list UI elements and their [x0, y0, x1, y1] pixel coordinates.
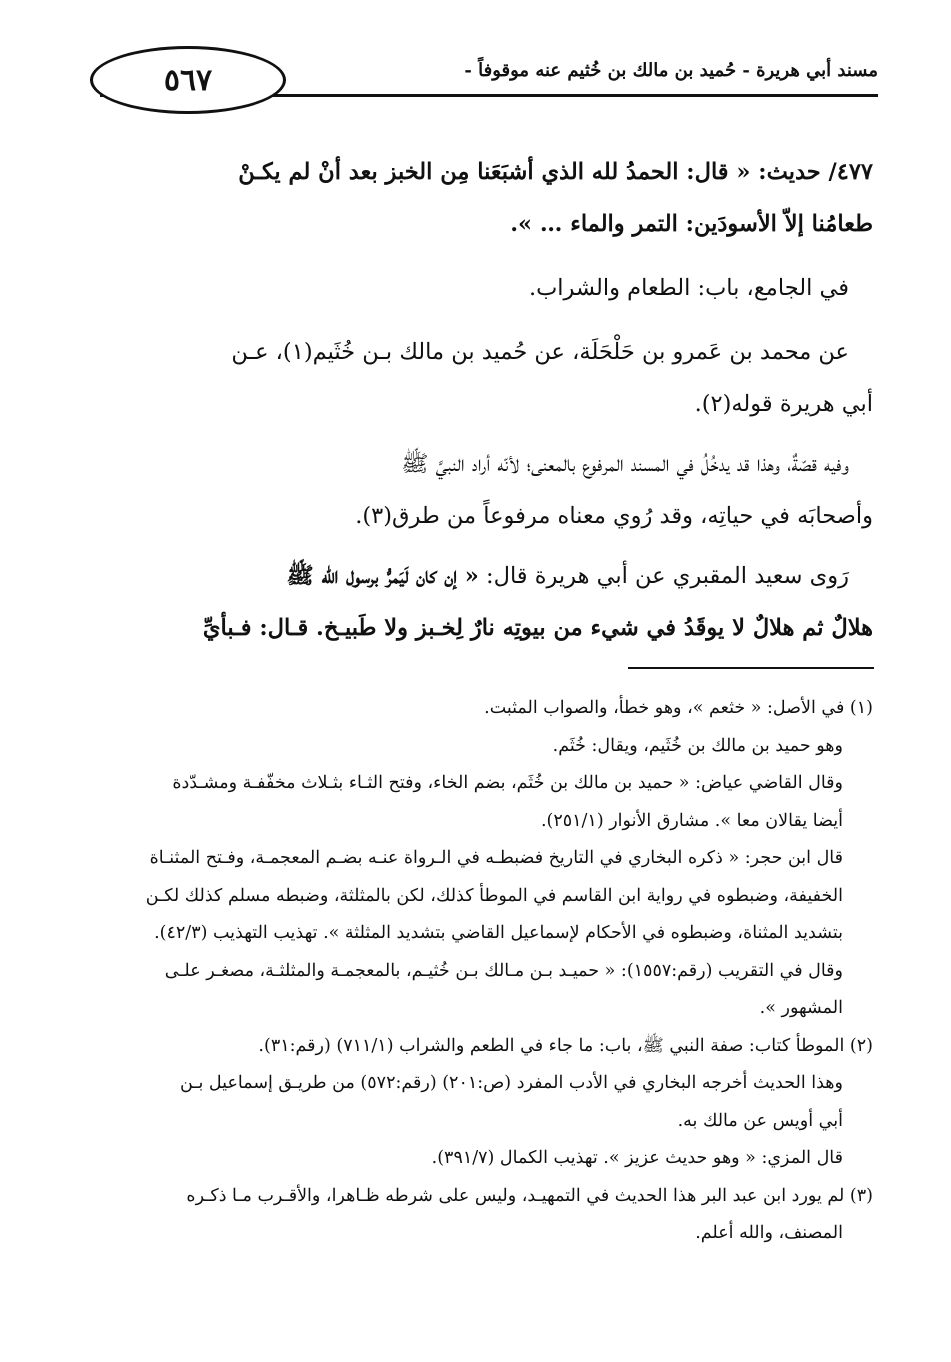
footnote-separator	[628, 667, 874, 669]
source-paragraph	[95, 262, 873, 314]
footnote-1-line-9: المشهور ».	[759, 998, 843, 1018]
footnote-3-line-2: المصنف، والله أعلم.	[695, 1223, 843, 1243]
footnote-1-line-3: وقال القاضي عياض: « حميد بن مالك بن خُثَم، بضم الخاء، وفتح الثـاء بثـلاث مخفّفـة ومشـدّدة	[172, 773, 843, 793]
narration-line-2: هلالٌ ثم هلالٌ لا يوقَدُ في شيء من بيوتِه نارٌ لِخـبز ولا طَبيـخ. قـال: فـبأيِّ	[202, 615, 873, 641]
commentary-line-2: وأصحابَه في حياتِه، وقد رُوي معناه مرفوعاً من طرق(٣).	[355, 503, 873, 529]
commentary-line-1: وفيه قصّةٌ، وهذا قد يدخُلُ في المسند المرفوع بالمعنى؛ لأنّه أراد النبيَّ ﷺ	[401, 451, 849, 477]
footnote-1-line-7: بتشديد المثناة، وضبطوه في الأحكام لإسماعيل القاضي بتشديد المثلثة ». تهذيب التهذيب (٤٢/٣).	[154, 923, 843, 943]
page-number: ٥٦٧	[163, 62, 213, 98]
footnote-2-line-4: قال المزي: « وهو حديث عزيز ». تهذيب الكمال (٣٩١/٧).	[431, 1148, 843, 1168]
footnote-1-line-4: أيضا يقالان معا ». مشارق الأنوار (٢٥١/١).	[540, 810, 843, 831]
hadith-line-1	[95, 146, 873, 198]
hadith-line-2: طعامُنا إلاّ الأسودَين: التمر والماء … ».	[510, 211, 873, 237]
page-number-oval	[90, 46, 286, 114]
footnote-1-line-2: وهو حميد بن مالك بن خُثَيم، ويقال: خُثَم.	[552, 735, 843, 756]
footnote-1-line-1: (١) في الأصل: « خثعم »، وهو خطأ، والصواب المثبت.	[484, 698, 873, 718]
narration-plain: رَوى سعيد المقبري عن أبي هريرة قال:	[486, 563, 849, 589]
running-title: مسند أبي هريرة - حُميد بن مالك بن خُثيم عنه موقوفاً -	[464, 60, 878, 81]
source-line: في الجامع، باب: الطعام والشراب.	[528, 275, 849, 301]
narration-bold: « إن كان لَيَمرُّ برسول الله ﷺ	[286, 563, 479, 589]
commentary-paragraph	[95, 438, 873, 542]
hadith-label: ٤٧٧/ حديث:	[758, 159, 873, 185]
footnote-1-line-6: الخفيفة، وضبطوه في رواية ابن القاسم في الموطأ كذلك، لكن بالمثلثة، وضبطه مسلم كذلك لكـن	[145, 885, 843, 906]
footnote-2-line-1: (٢) الموطأ كتاب: صفة النبي ﷺ، باب: ما جاء في الطعم والشراب (٧١١/١) (رقم:٣١).	[258, 1035, 873, 1056]
footnote-2-line-3: أبي أويس عن مالك به.	[677, 1110, 843, 1131]
footnotes	[100, 690, 873, 1253]
footnote-1-line-8: وقال في التقريب (رقم:١٥٥٧): « حميـد بـن مـالك بـن خُثيـم، بالمعجمـة والمثلثـة، مصغـر علـى	[164, 960, 843, 981]
hadith-text-1: « قال: الحمدُ لله الذي أشبَعَنا مِن الخبز بعد أنْ لم يكـنْ	[238, 159, 751, 185]
chain-line-1: عن محمد بن عَمرو بن حَلْحَلَة، عن حُميد بن مالك بـن خُثَيم(١)، عـن	[231, 339, 849, 365]
footnote-1-line-5: قال ابن حجر: « ذكره البخاري في التاريخ فضبطـه في الـرواة عنـه بضـم المعجمـة، وفـتح المثنـاة	[149, 848, 843, 868]
footnote-3-line-1: (٣) لم يورد ابن عبد البر هذا الحديث في التمهيـد، وليس على شرطه ظـاهرا، والأقـرب مـا ذكـره	[186, 1185, 873, 1206]
hadith-heading	[95, 146, 873, 250]
narration-paragraph	[95, 550, 873, 654]
footnote-2-line-2: وهذا الحديث أخرجه البخاري في الأدب المفرد (ص:٢٠١) (رقم:٥٧٢) من طريـق إسماعيل بـن	[180, 1073, 843, 1093]
chain-line-2: أبي هريرة قوله(٢).	[694, 391, 873, 417]
narration-line-1	[95, 550, 873, 602]
chain-paragraph	[95, 326, 873, 430]
